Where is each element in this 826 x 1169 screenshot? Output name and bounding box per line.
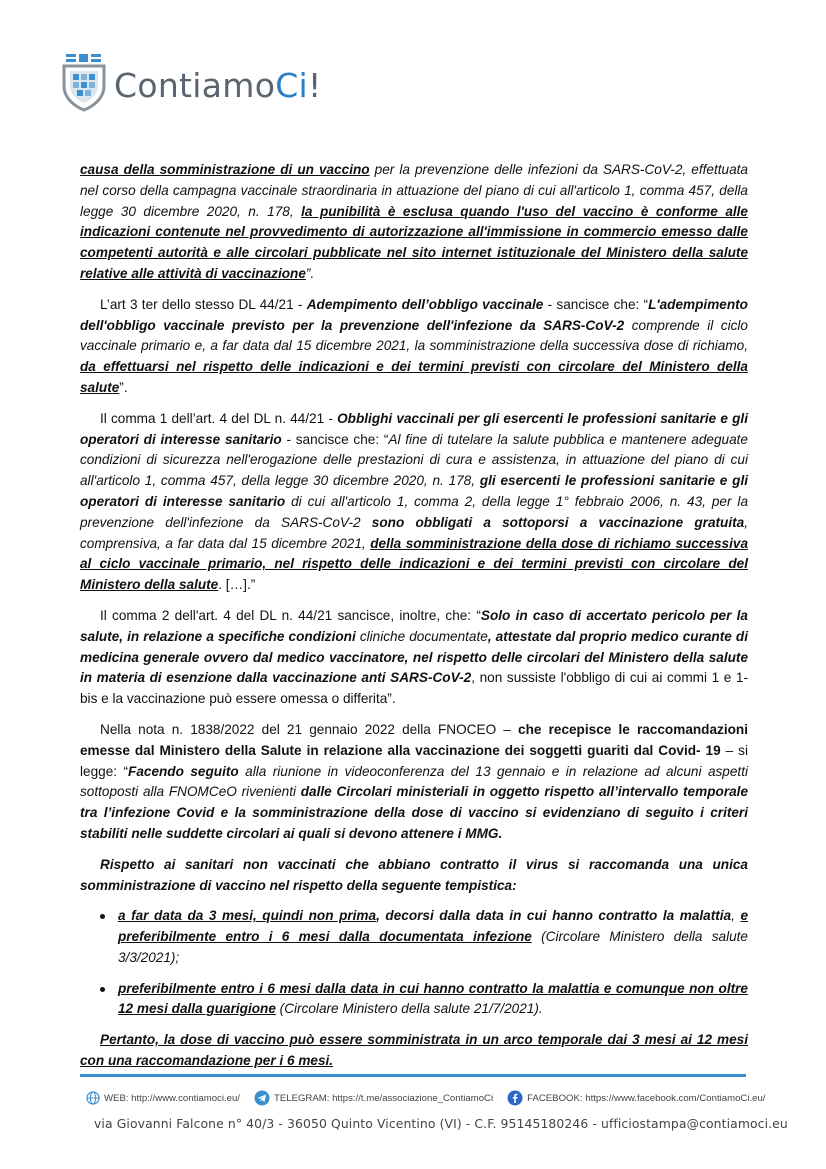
footer-facebook[interactable]	[507, 1090, 765, 1106]
footer-divider	[80, 1074, 746, 1077]
bullet-list	[80, 906, 748, 1020]
footer-address: via Giovanni Falcone n° 40/3 - 36050 Quinto Vicentino (VI) - C.F. 95145180246 - ufficiostampa@contiamoci.eu	[94, 1116, 788, 1131]
paragraph-7: Pertanto, la dose di vaccino può essere somministrata in un arco temporale dai 3 mesi ai 12 mesi con una raccomandazione per i 6 mesi.	[80, 1032, 748, 1069]
paragraph-4: Il comma 2 dell'art. 4 del DL n. 44/21 sancisce, inoltre, che: “Solo in caso di accertato pericolo per la salute, in relazione a specifiche condizioni cliniche documentate, attestate dal proprio medico curante di medicina generale ovvero dal medico vaccinatore, nel rispetto delle circolari del Ministero della salute in materia di esenzione dalla vaccinazione anti SARS-CoV-2, non sussiste l'obbligo di cui ai commi 1 e 1-bis e la vaccinazione può essere omessa o differita”.	[80, 607, 748, 707]
paragraph-3: Il comma 1 dell’art. 4 del DL n. 44/21 - Obblighi vaccinali per gli esercenti le professioni sanitarie e gli operatori di interesse sanitario - sancisce che: “Al fine di tutelare la salute pubblica e mantenere adeguate condizioni di sicurezza nell'erogazione delle prestazioni di cura e assistenza, in attuazione del piano di cui all'articolo 1, comma 457, della legge 30 dicembre 2020, n. 178, gli esercenti le professioni sanitarie e gli operatori di interesse sanitario di cui all'articolo 1, comma 2, della legge 1° febbraio 2006, n. 43, per la prevenzione dell'infezione da SARS-CoV-2 sono obbligati a sottoporsi a vaccinazione gratuita, comprensiva, a far data dal 15 dicembre 2021, della somministrazione della dose di richiamo successiva al ciclo vaccinale primario, nel rispetto delle indicazioni e dei termini previsti con circolare del Ministero della salute. […].”	[80, 410, 749, 593]
bullet-dot	[100, 914, 105, 919]
footer-web[interactable]	[86, 1091, 240, 1105]
globe-icon	[86, 1091, 100, 1105]
bullet-dot	[100, 987, 105, 992]
telegram-icon	[254, 1090, 270, 1106]
footer-facebook-text: FACEBOOK: https://www.facebook.com/ContiamoCi.eu/	[527, 1092, 766, 1104]
footer-telegram-text: TELEGRAM: https://t.me/associazione_ContiamoCi	[273, 1092, 494, 1104]
footer-telegram[interactable]	[254, 1090, 493, 1106]
paragraph-1: causa della somministrazione di un vaccino per la prevenzione delle infezioni da SARS-CoV-2, effettuata nel corso della campagna vaccinale straordinaria in attuazione del piano di cui all'articolo 1, comma 457, della legge 30 dicembre 2020, n. 178, la punibilità è esclusa quando l'uso del vaccino è conforme alle indicazioni contenute nel provvedimento di autorizzazione all'immissione in commercio emesso dalle competenti autorità e alle circolari pubblicate nel sito internet istituzionale del Ministero della salute relative alle attività di vaccinazione”.	[80, 162, 748, 281]
logo	[62, 52, 322, 112]
facebook-icon	[507, 1090, 523, 1106]
footer-social	[86, 1090, 766, 1106]
list-item: preferibilmente entro i 6 mesi dalla data in cui hanno contratto la malattia e comunque non oltre 12 mesi dalla guarigione (Circolare Ministero della salute 21/7/2021).	[80, 979, 748, 1021]
paragraph-2: L’art 3 ter dello stesso DL 44/21 - Adempimento dell’obbligo vaccinale - sancisce che: “L'adempimento dell'obbligo vaccinale previsto per la prevenzione dell'infezione da SARS-CoV-2 comprende il ciclo vaccinale primario e, a far data dal 15 dicembre 2021, la somministrazione della successiva dose di richiamo, da effettuarsi nel rispetto delle indicazioni e dei termini previsti con circolare del Ministero della salute”.	[80, 296, 748, 395]
list-item: a far data da 3 mesi, quindi non prima, decorsi dalla data in cui hanno contratto la malattia, e preferibilmente entro i 6 mesi dalla documentata infezione (Circolare Ministero della salute 3/3/2021);	[80, 906, 748, 968]
logo-text: ContiamoCi!	[114, 65, 322, 105]
paragraph-6: Rispetto ai sanitari non vaccinati che abbiano contratto il virus si raccomanda una unica somministrazione di vaccino nel rispetto della seguente tempistica:	[80, 856, 748, 893]
footer-web-text: WEB: http://www.contiamoci.eu/	[104, 1092, 240, 1104]
paragraph-5: Nella nota n. 1838/2022 del 21 gennaio 2022 della FNOCEO – che recepisce le raccomandazioni emesse dal Ministero della Salute in relazione alla vaccinazione dei soggetti guariti dal Covid- 19 – si legge: “Facendo seguito alla riunione in videoconferenza del 13 gennaio e in relazione ad alcuni aspetti sottoposti alla FNOMCeO rivenienti dalle Circolari ministeriali in oggetto rispetto all’intervallo temporale tra l’infezione Covid e la somministrazione della dose di vaccino si evidenziano di seguito i criteri stabiliti nelle suddette circolari ai quali si devono attenere i MMG.	[80, 721, 749, 841]
logo-shield-icon	[62, 52, 106, 112]
document-body	[80, 160, 748, 1082]
